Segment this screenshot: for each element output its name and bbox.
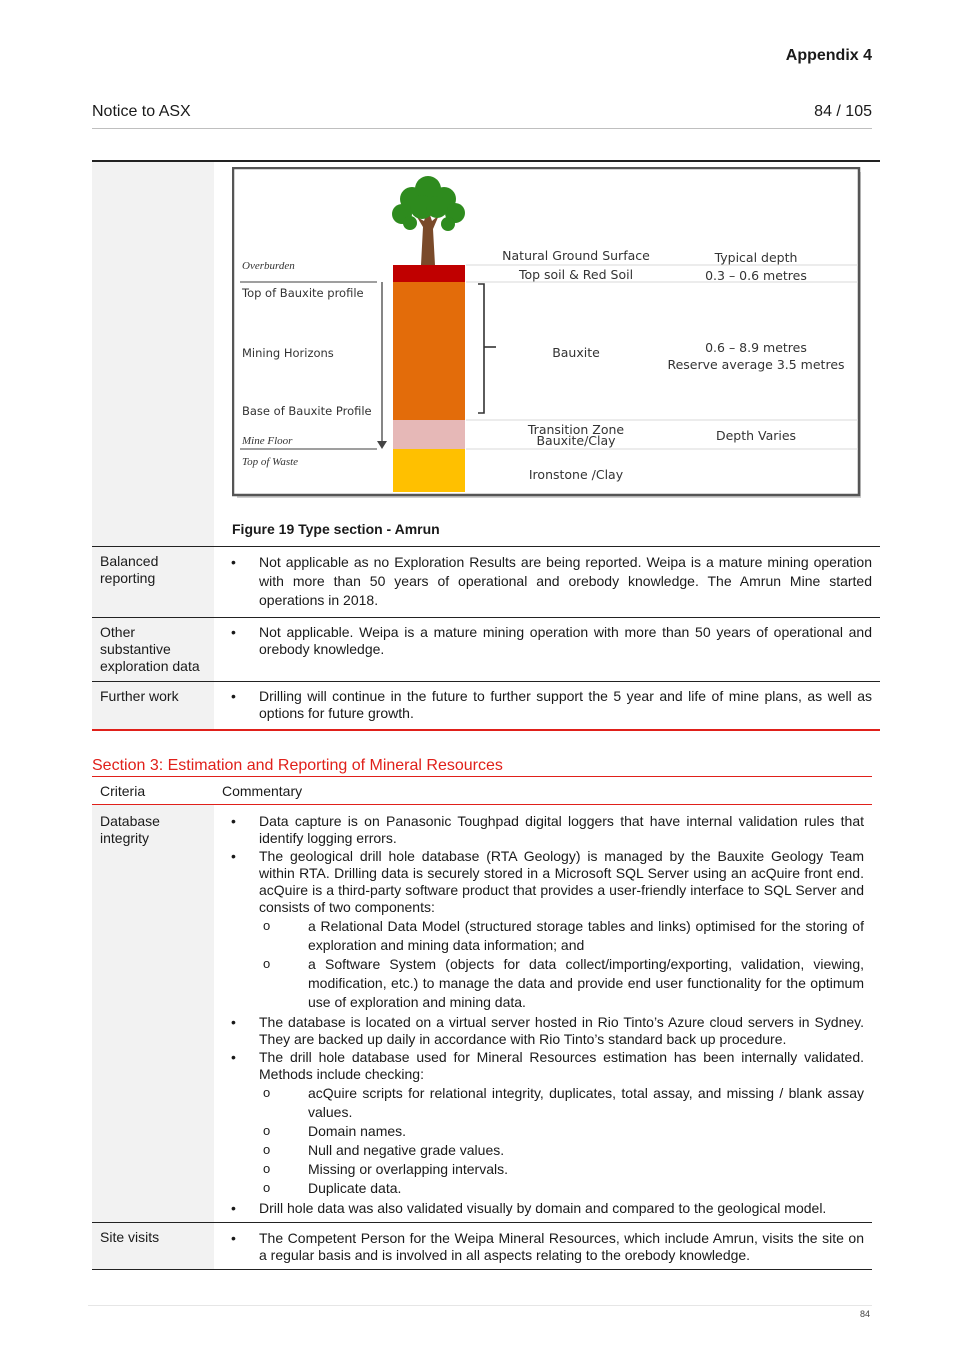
bullet: • The database is located on a virtual server hosted in Rio Tinto’s Azure cloud servers in Sydney. They are backed up daily in accordance with Rio Tinto’s standard back up procedure. <box>230 1014 864 1048</box>
bullet: • Drill hole data was also validated visually by domain and compared to the geological model. <box>230 1200 864 1217</box>
row-site-visits <box>92 1223 872 1270</box>
bullet <box>230 848 864 1012</box>
page-header <box>92 103 872 129</box>
commentary-cell <box>214 805 872 1222</box>
bullet: • The Competent Person for the Weipa Mineral Resources, which include Amrun, visits the site on a regular basis and is involved in all aspects relating to the orebody knowledge. <box>230 1230 864 1264</box>
page-count: 84 / 105 <box>814 103 872 120</box>
ironstone-layer <box>393 449 465 492</box>
commentary-cell <box>214 682 880 729</box>
label-top-waste: Top of Waste <box>242 456 299 468</box>
label-depth-top: 0.3 – 0.6 metres <box>705 268 807 283</box>
label-typical-depth: Typical depth <box>714 250 798 265</box>
criteria-cell: Balanced reporting <box>92 547 214 617</box>
sub-bullet: o Duplicate data. <box>259 1179 864 1198</box>
label-depth-bauxite: 0.6 – 8.9 metres <box>705 340 807 355</box>
footer-page-number: 84 <box>859 1309 870 1319</box>
bauxite-layer <box>393 282 465 420</box>
table-header <box>92 780 872 805</box>
label-transition-zone: Transition Zone <box>527 422 625 437</box>
label-reserve-average: Reserve average 3.5 metres <box>667 357 845 372</box>
commentary-cell <box>214 1223 872 1269</box>
label-depth-varies: Depth Varies <box>715 428 797 443</box>
appendix-label: Appendix 4 <box>785 47 872 64</box>
bullet: • Data capture is on Panasonic Toughpad digital loggers that have internal validation rules that identify logging errors. <box>230 813 864 847</box>
criteria-cell: Database integrity <box>92 805 214 1222</box>
row-further-work <box>92 682 880 731</box>
figure-row <box>92 162 880 547</box>
footer-divider <box>88 1305 872 1306</box>
bullet: • Drilling will continue in the future to further support the 5 year and life of mine plans, as well as options for future growth. <box>230 688 872 722</box>
criteria-table-2 <box>92 780 872 1270</box>
bullet-text: The geological drill hole database (RTA Geology) is managed by the Bauxite Geology Team within RTA. Drilling data is securely stored in a Microsoft SQL Server using an acQuire front end. acQuire is a third-party software product that provides a user-friendly interface to SQL Server and consists of two components: <box>259 848 864 915</box>
criteria-cell: Site visits <box>92 1223 214 1269</box>
commentary-cell <box>214 547 880 617</box>
sub-bullet: o a Relational Data Model (structured storage tables and links) optimised for the storing of exploration and mining data information; and <box>259 917 864 955</box>
transition-layer <box>393 420 465 449</box>
label-transition-clay: Bauxite/Clay <box>536 433 616 448</box>
label-top-soil: Top soil & Red Soil <box>518 267 634 282</box>
row-balanced-reporting <box>92 547 880 618</box>
criteria-cell: Further work <box>92 682 214 729</box>
label-base-profile: Base of Bauxite Profile <box>242 404 372 418</box>
header-title: Notice to ASX <box>92 103 191 120</box>
sub-bullet: o Null and negative grade values. <box>259 1141 864 1160</box>
header-commentary: Commentary <box>222 783 303 799</box>
row-database-integrity <box>92 805 872 1223</box>
type-section-figure <box>232 167 864 502</box>
bullet: • Not applicable. Weipa is a mature mining operation with more than 50 years of operational and orebody knowledge. <box>230 624 872 658</box>
label-ironstone: Ironstone /Clay <box>528 467 624 482</box>
section-3-title: Section 3: Estimation and Reporting of Mineral Resources <box>92 757 872 777</box>
label-mining-horizons: Mining Horizons <box>242 346 334 360</box>
sub-bullet: o Domain names. <box>259 1122 864 1141</box>
sub-bullet: o Missing or overlapping intervals. <box>259 1160 864 1179</box>
type-section-diagram <box>232 167 864 502</box>
row-other-exploration <box>92 618 880 682</box>
label-top-profile: Top of Bauxite profile <box>242 286 364 300</box>
sub-bullet: o acQuire scripts for relational integrity, duplicates, total assay, and missing / blank assay values. <box>259 1084 864 1122</box>
header-criteria: Criteria <box>100 783 146 799</box>
figure-caption: Figure 19 Type section - Amrun <box>232 521 440 537</box>
sub-bullet: o a Software System (objects for data collect/importing/exporting, validation, viewing, modification, etc.) to manage the data and provide end user functionality for the optimum use of exploration and mining data. <box>259 955 864 1012</box>
label-overburden: Overburden <box>242 260 295 272</box>
criteria-table-1 <box>92 160 880 731</box>
figure-criteria-cell <box>92 162 214 546</box>
figure-cell <box>214 162 880 546</box>
criteria-cell: Other substantive exploration data <box>92 618 214 681</box>
label-bauxite: Bauxite <box>552 345 600 360</box>
bullet-text: The drill hole database used for Mineral Resources estimation has been internally validated. Methods include checking: <box>259 1049 864 1082</box>
label-natural-ground: Natural Ground Surface <box>502 248 650 263</box>
label-mine-floor: Mine Floor <box>242 435 293 447</box>
bullet: • Not applicable as no Exploration Results are being reported. Weipa is a mature mining operation with more than 50 years of operational and orebody knowledge. The Amrun Mine started operations in 2018. <box>230 553 872 610</box>
commentary-cell <box>214 618 880 681</box>
red-soil-layer <box>393 265 465 282</box>
bullet <box>230 1049 864 1198</box>
